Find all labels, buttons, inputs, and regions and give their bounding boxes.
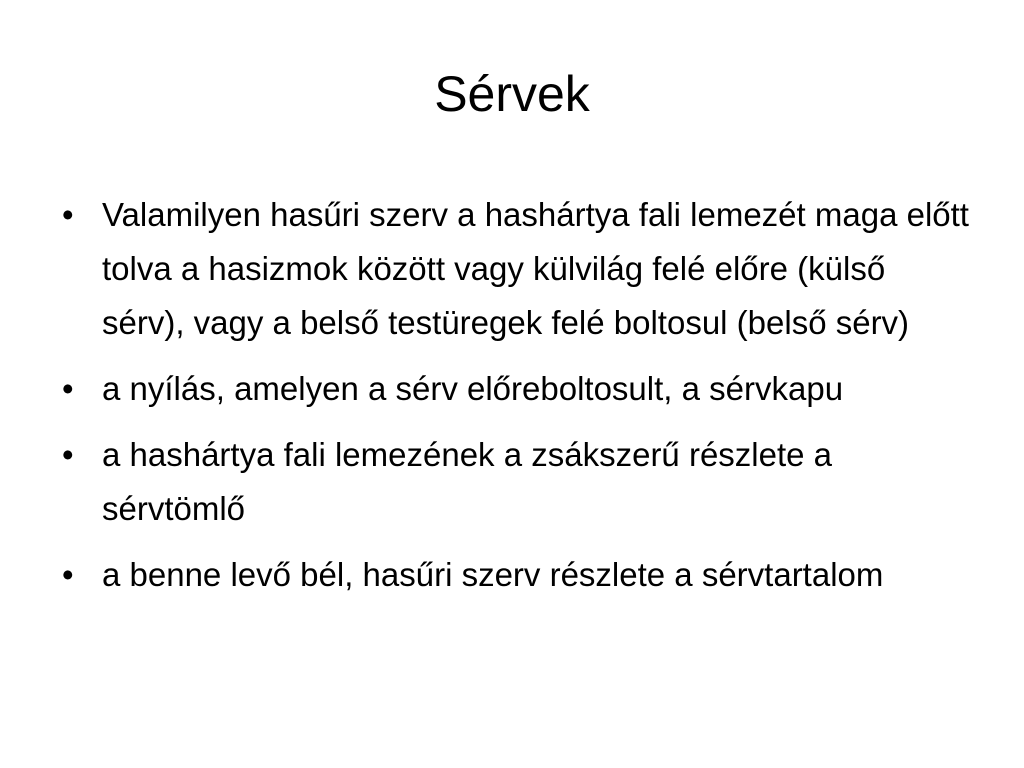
bullet-text: a benne levő bél, hasűri szerv részlete a sérvtartalom bbox=[102, 556, 884, 593]
bullet-icon: • bbox=[62, 436, 74, 473]
bullet-icon: • bbox=[62, 196, 74, 233]
slide-title: Sérvek bbox=[434, 66, 590, 122]
bullet-icon: • bbox=[62, 370, 74, 407]
bullet-icon: • bbox=[62, 556, 74, 593]
bullet-item bbox=[62, 362, 974, 416]
bullet-item bbox=[62, 428, 974, 536]
bullet-item bbox=[62, 548, 974, 602]
bullet-item bbox=[62, 188, 974, 350]
bullet-text: a hashártya fali lemezének a zsákszerű részlete a sérvtömlő bbox=[102, 436, 833, 527]
bullet-list bbox=[62, 188, 974, 614]
bullet-text: Valamilyen hasűri szerv a hashártya fali lemezét maga előtt tolva a hasizmok között vagy külvilág felé előre (külső sérv), vagy a belső testüregek felé boltosul (belső sérv) bbox=[102, 196, 969, 341]
bullet-text: a nyílás, amelyen a sérv előreboltosult, a sérvkapu bbox=[102, 370, 844, 407]
